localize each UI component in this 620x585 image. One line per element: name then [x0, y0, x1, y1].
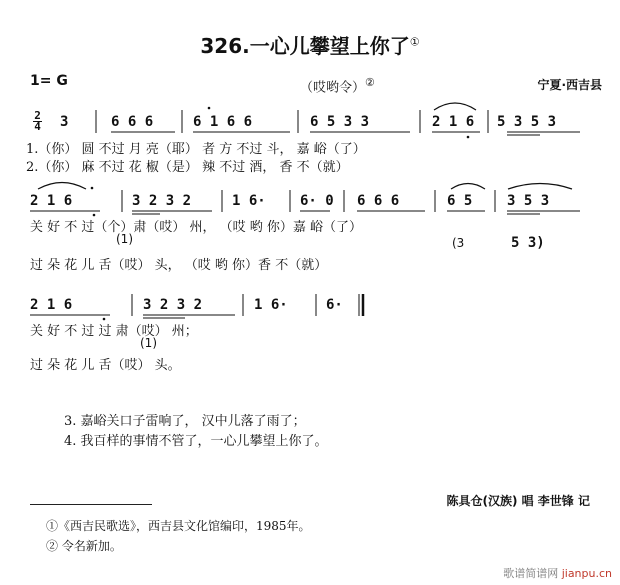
slurs	[38, 103, 572, 189]
time-signature-top: 2	[34, 109, 41, 122]
footnote-2: ② 令名新加。	[46, 539, 122, 553]
s2-m4: 6· 0	[300, 193, 334, 209]
s1-m1: 3	[60, 114, 69, 130]
s3-verse1: 关 好 不 过 过 肃（哎） 州；	[30, 324, 198, 339]
key-signature: 1= G	[30, 73, 68, 89]
s1-verse1: 1.（你） 圆 不过 月 亮（耶） 者 方 不过 斗， 嘉 峪（了）	[26, 142, 366, 157]
footnote-1: ①《西吉民歌选》，西吉县文化馆编印，1985年。	[46, 519, 311, 533]
region-source: 宁夏·西吉县	[537, 78, 602, 92]
s1-verse2: 2.（你） 麻 不过 花 椒（是） 辣 不过 酒， 香 不（就）	[26, 160, 349, 175]
title-footnote-mark: ①	[409, 35, 420, 49]
s3-m2: 3 2 3 2	[143, 297, 203, 313]
s2-m1: 2 1 6	[30, 193, 73, 209]
beam-underlines	[30, 132, 580, 318]
watermark-site: 歌谱简谱网	[503, 567, 559, 580]
s1-m2: 6 6 6	[111, 114, 154, 130]
s3-m1: 2 1 6	[30, 297, 73, 313]
s1-m5: 2 1 6	[432, 114, 475, 130]
s2-m6: 6 5	[447, 193, 473, 209]
s2-verse2: 过 朵 花 儿 舌（哎） 头， （哎 哟 你）香 不（就）	[30, 258, 328, 273]
s2-m7: 3 5 3	[507, 193, 550, 209]
verse-4: 4. 我百样的事情不管了，一心儿攀望上你了。	[64, 434, 328, 449]
performer-credit: 陈具仓(汉族) 唱 李世锋 记	[446, 494, 590, 508]
s2-m5: 6 6 6	[357, 193, 400, 209]
title-text: 326.一心儿攀望上你了	[200, 34, 410, 58]
subtitle-text: （哎哟令）	[300, 80, 366, 96]
s2-paren3: (3	[452, 236, 465, 250]
s2-m2: 3 2 3 2	[132, 193, 192, 209]
s3-paren1: (1)	[140, 336, 157, 350]
s1-m6: 5 3 5 3	[497, 114, 557, 130]
watermark-domain: jianpu.cn	[561, 567, 612, 580]
s1-m4: 6 5 3 3	[310, 114, 370, 130]
s2-m3: 1 6·	[232, 193, 266, 209]
s3-m3: 1 6·	[254, 297, 288, 313]
s3-m4: 6·	[326, 297, 343, 313]
s3-verse2: 过 朵 花 儿 舌（哎） 头。	[30, 358, 181, 373]
subtitle-footnote-mark: ②	[365, 76, 375, 89]
bar-lines	[96, 110, 495, 316]
s2-verse1: 关 好 不 过（个）肃（哎） 州， （哎 哟 你）嘉 峪（了）	[30, 220, 363, 235]
time-signature-bottom: 4	[34, 120, 41, 133]
verse-3: 3. 嘉峪关口子雷响了， 汉中儿落了雨了；	[64, 414, 306, 429]
s1-m3: 6 1 6 6	[193, 114, 253, 130]
s2-alt-notes: 5 3)	[511, 235, 545, 251]
s2-paren1: (1)	[116, 232, 133, 246]
